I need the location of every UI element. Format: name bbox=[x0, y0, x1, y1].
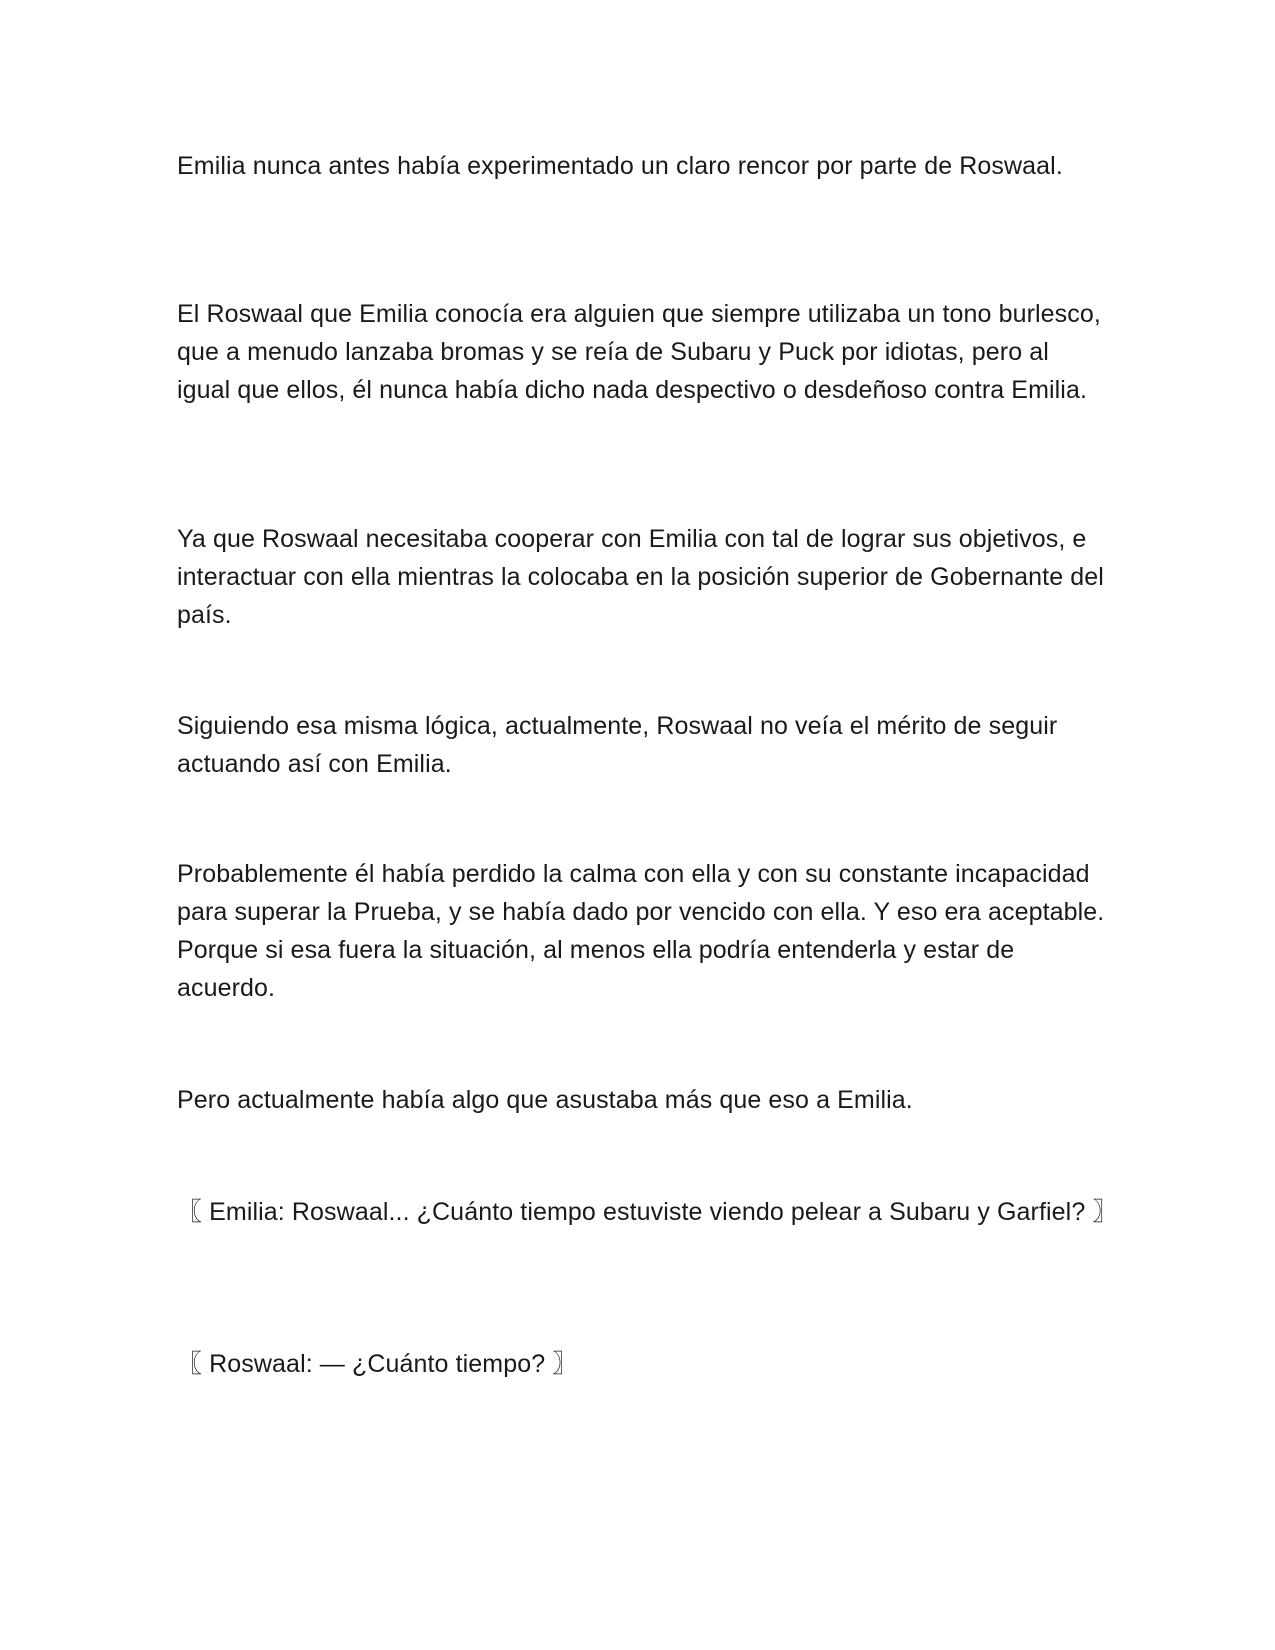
dialogue-roswaal: 〖 Roswaal: — ¿Cuánto tiempo? 〗 bbox=[177, 1350, 578, 1378]
paragraph-5: Probablemente él había perdido la calma con ella y con su constante incapacidad para superar la Prueba, y se había dado por vencido con ella. Y eso era aceptable. Porque si esa fuera la situación, al menos ella podría entenderla y estar de acuerdo. bbox=[177, 860, 1105, 1002]
paragraph-6: Pero actualmente había algo que asustaba más que eso a Emilia. bbox=[177, 1086, 913, 1114]
paragraph-1: Emilia nunca antes había experimentado un claro rencor por parte de Roswaal. bbox=[177, 152, 1063, 180]
dialogue-emilia: 〖 Emilia: Roswaal... ¿Cuánto tiempo estuviste viendo pelear a Subaru y Garfiel? 〗 bbox=[177, 1198, 1118, 1226]
paragraph-4: Siguiendo esa misma lógica, actualmente, Roswaal no veía el mérito de seguir actuando así con Emilia. bbox=[177, 712, 1058, 778]
paragraph-3: Ya que Roswaal necesitaba cooperar con Emilia con tal de lograr sus objetivos, e interactuar con ella mientras la colocaba en la posición superior de Gobernante del país. bbox=[177, 525, 1104, 629]
paragraph-2: El Roswaal que Emilia conocía era alguien que siempre utilizaba un tono burlesco, que a menudo lanzaba bromas y se reía de Subaru y Puck por idiotas, pero al igual que ellos, él nunca había dicho nada despectivo o desdeñoso contra Emilia. bbox=[177, 300, 1101, 404]
